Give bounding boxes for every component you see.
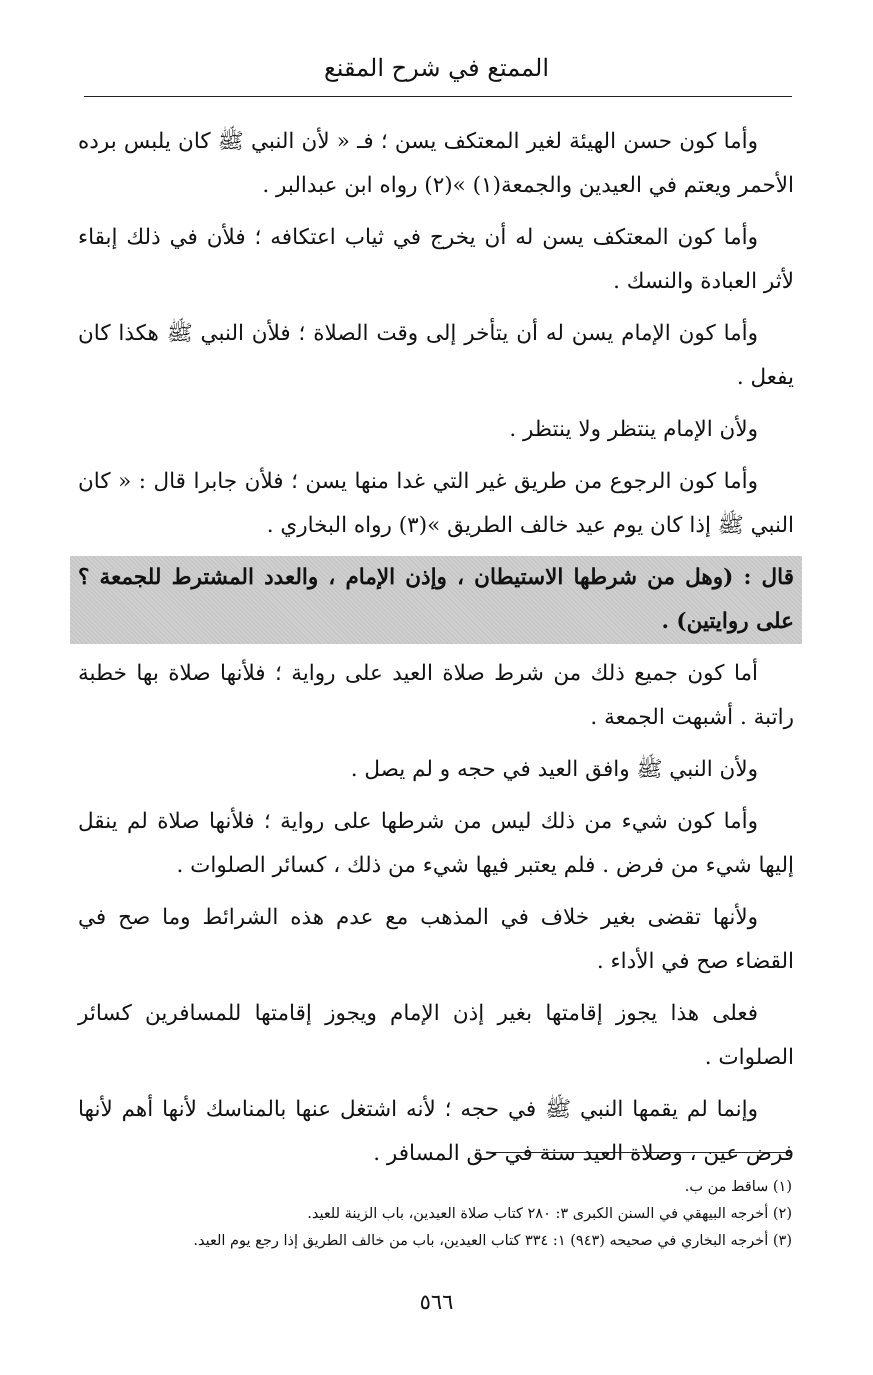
- footnote-separator: [488, 1152, 792, 1153]
- paragraph: وإنما لم يقمها النبي ﷺ في حجه ؛ لأنه اشتغل عنها بالمناسك لأنها أهم لأنها فرض عين ، وصلاة العيد سنة في حق المسافر .: [78, 1097, 794, 1166]
- paragraph: فعلى هذا يجوز إقامتها بغير إذن الإمام ويجوز إقامتها للمسافرين كسائر الصلوات .: [78, 1001, 794, 1070]
- footnote: (٣) أخرجه البخاري في صحيحه (٩٤٣) ١: ٣٣٤ كتاب العيدين، باب من خالف الطريق إذا رجع يوم العيد.: [193, 1233, 792, 1249]
- paragraph: وأما كون حسن الهيئة لغير المعتكف يسن ؛ فـ « لأن النبي ﷺ كان يلبس برده الأحمر ويعتم في العيدين والجمعة(١) »(٢) رواه ابن عبدالبر .: [78, 129, 794, 198]
- highlighted-matn-paragraph: قال : (وهل من شرطها الاستيطان ، وإذن الإمام ، والعدد المشترط للجمعة ؟ على روايتين) .: [70, 556, 802, 644]
- running-title: الممتع في شرح المقنع: [324, 54, 549, 82]
- header-rule: [84, 96, 792, 97]
- paragraph: ولأن الإمام ينتظر ولا ينتظر .: [509, 417, 758, 442]
- paragraph: وأما كون شيء من ذلك ليس من شرطها على رواية ؛ فلأنها صلاة لم ينقل إليها شيء من فرض . فلم يعتبر فيها شيء من ذلك ، كسائر الصلوات .: [78, 809, 794, 878]
- footnote: (١) ساقط من ب.: [684, 1179, 792, 1195]
- main-text: [78, 120, 794, 1184]
- paragraph: أما كون جميع ذلك من شرط صلاة العيد على رواية ؛ فلأنها صلاة بها خطبة راتبة . أشبهت الجمعة .: [78, 661, 794, 730]
- paragraph: ولأنها تقضى بغير خلاف في المذهب مع عدم هذه الشرائط وما صح في القضاء صح في الأداء .: [78, 905, 794, 974]
- footnotes: [84, 1174, 792, 1255]
- paragraph: وأما كون الرجوع من طريق غير التي غدا منها يسن ؛ فلأن جابرا قال : « كان النبي ﷺ إذا كان يوم عيد خالف الطريق »(٣) رواه البخاري .: [78, 469, 794, 538]
- page-number: ٥٦٦: [419, 1290, 454, 1314]
- footnote: (٢) أخرجه البيهقي في السنن الكبرى ٣: ٢٨٠ كتاب صلاة العيدين، باب الزينة للعيد.: [307, 1206, 792, 1222]
- paragraph: ولأن النبي ﷺ وافق العيد في حجه و لم يصل .: [350, 757, 758, 782]
- paragraph: وأما كون المعتكف يسن له أن يخرج في ثياب اعتكافه ؛ فلأن في ذلك إبقاء لأثر العبادة والنسك .: [78, 225, 794, 294]
- paragraph: وأما كون الإمام يسن له أن يتأخر إلى وقت الصلاة ؛ فلأن النبي ﷺ هكذا كان يفعل .: [78, 321, 794, 390]
